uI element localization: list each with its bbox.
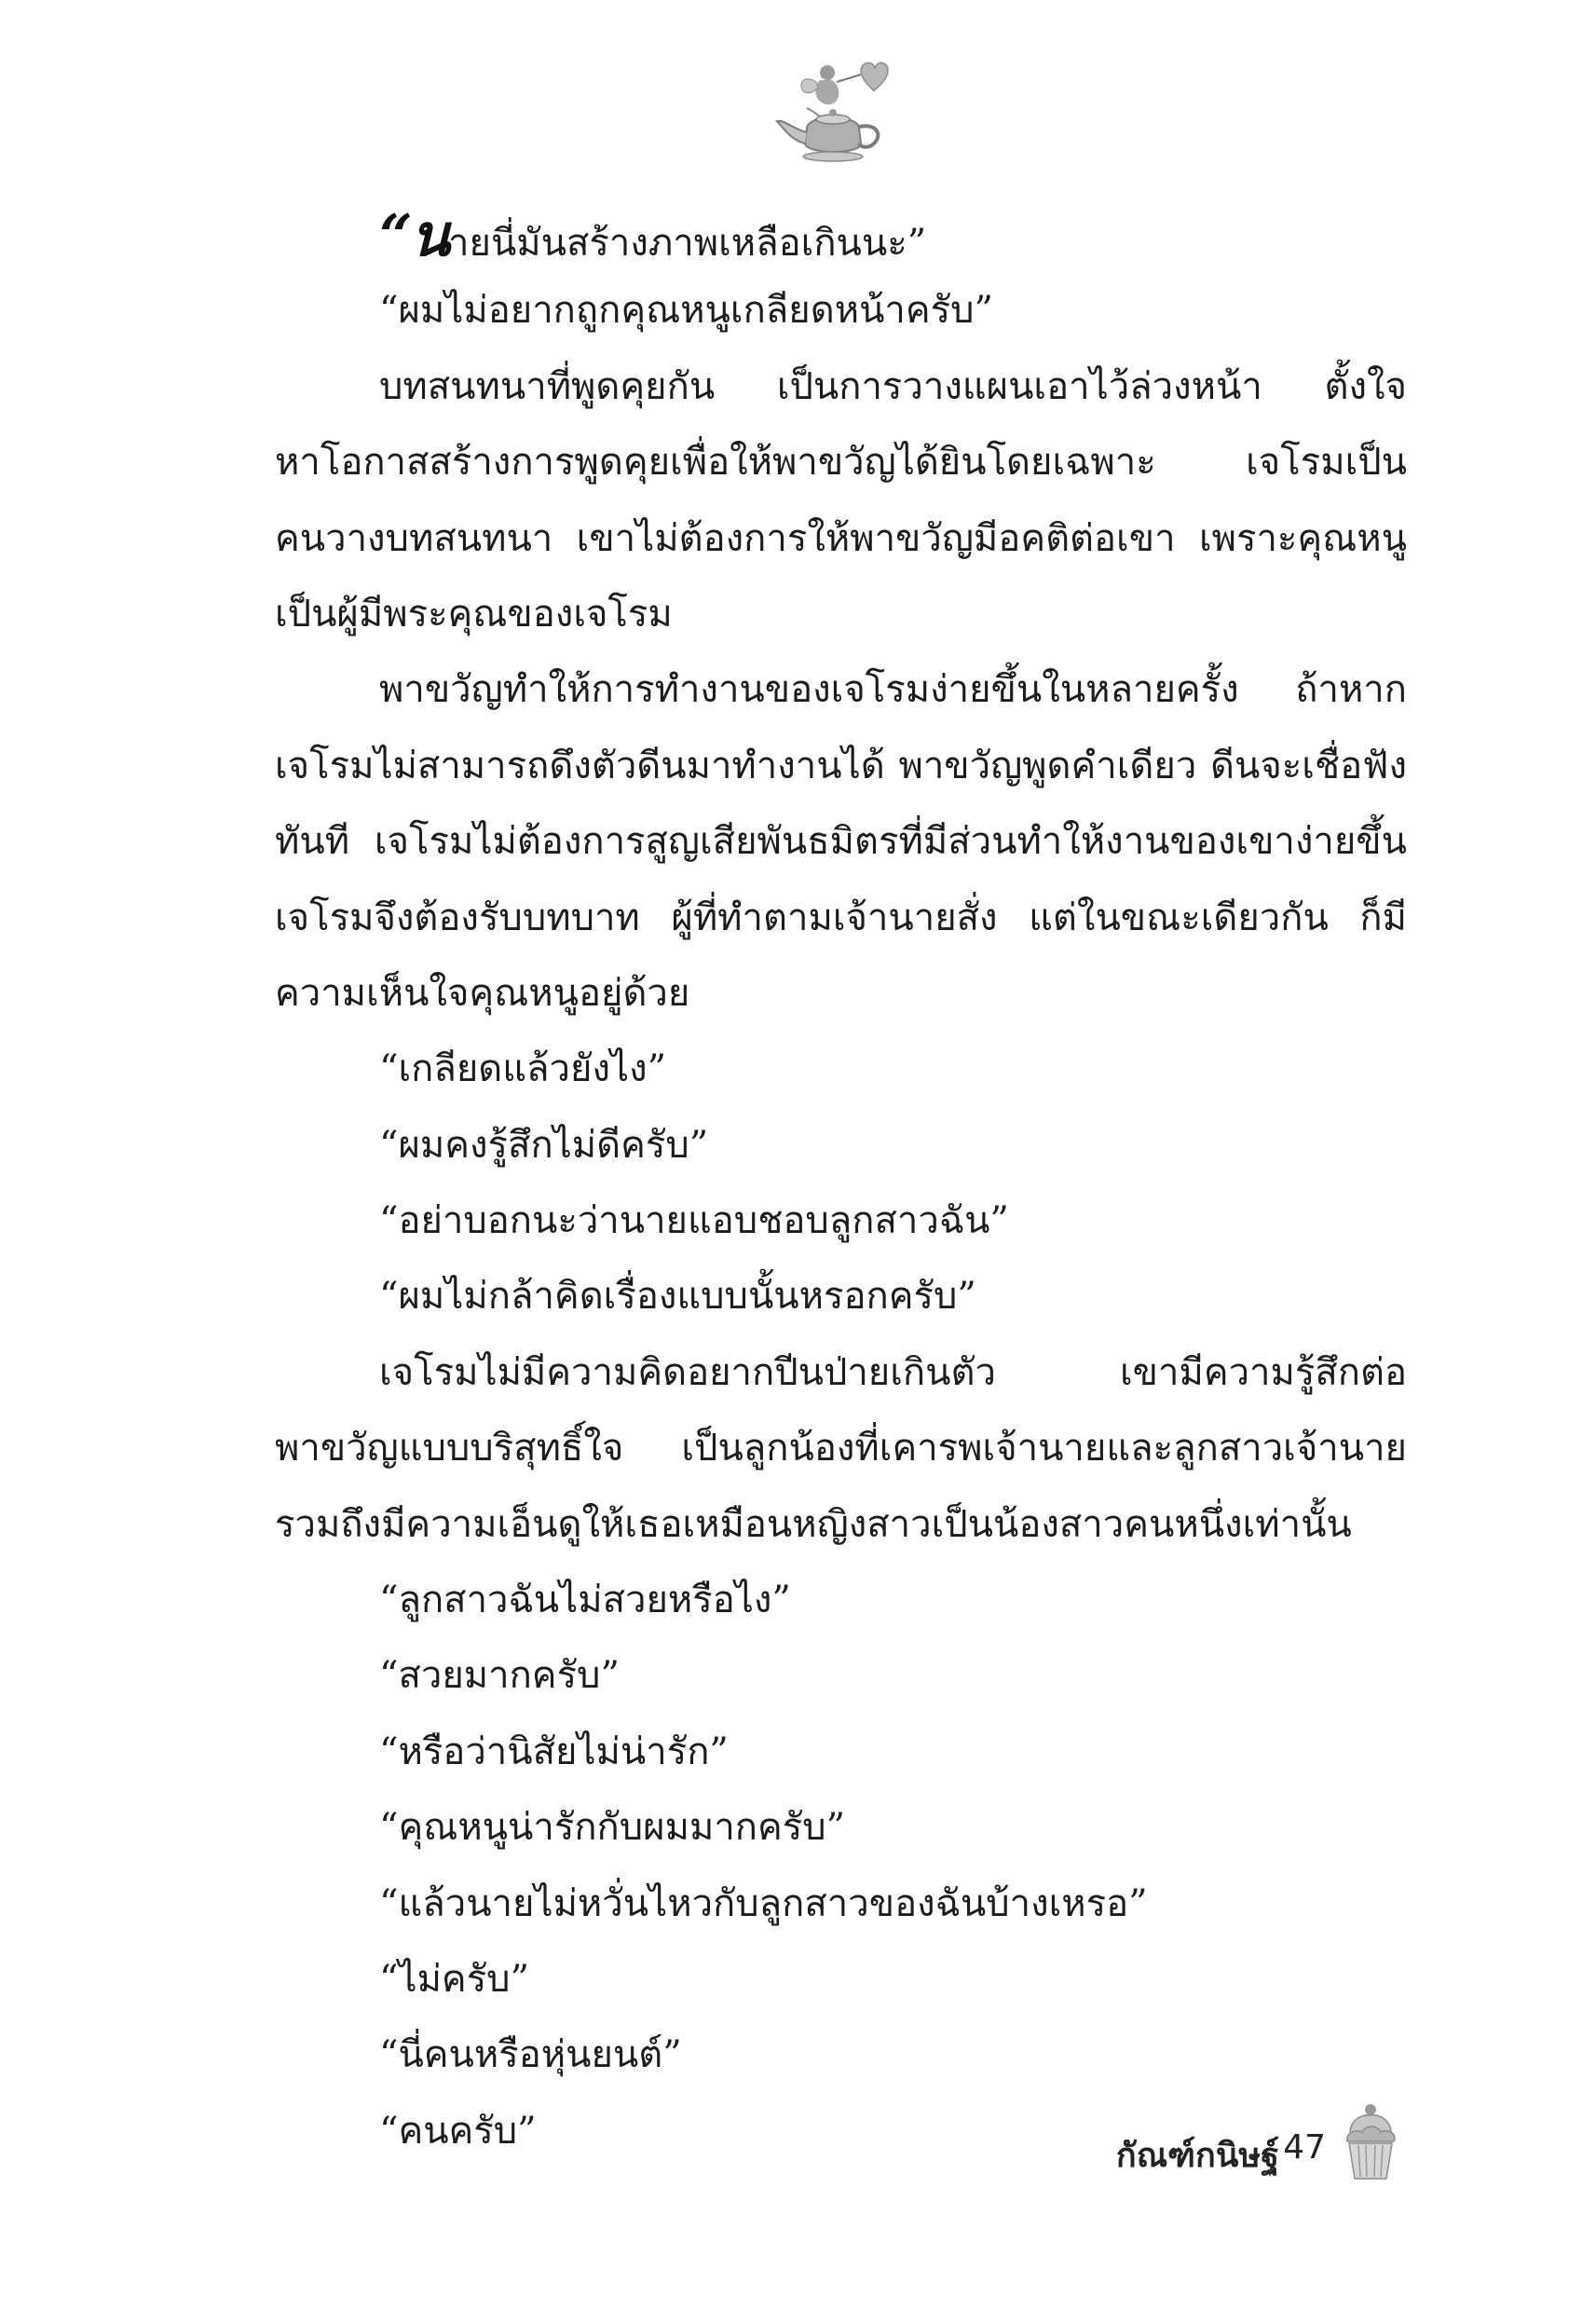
text-line: รวมถึงมีความเอ็นดูให้เธอเหมือนหญิงสาวเป็นน้องสาวคนหนึ่งเท่านั้น: [275, 1502, 1352, 1546]
page-number: 47: [1283, 2128, 1326, 2167]
text-line: คนวางบทสนทนา เขาไม่ต้องการให้พาขวัญมีอคติต่อเขา เพราะคุณหนู: [275, 516, 1407, 560]
drop-cap: “น: [379, 201, 449, 269]
first-paragraph-line: [275, 198, 1407, 273]
text-line: เจโรมไม่มีความคิดอยากปีนป่ายเกินตัว เขามีความรู้สึกต่อ: [379, 1350, 1407, 1394]
text-line: หาโอกาสสร้างการพูดคุยเพื่อให้พาขวัญได้ยินโดยเฉพาะ เจโรมเป็น: [275, 441, 1407, 485]
text-line: “ผมคงรู้สึกไม่ดีครับ”: [379, 1123, 709, 1167]
text-line: “ลูกสาวฉันไม่สวยหรือไง”: [379, 1579, 791, 1622]
text-line: “ผมไม่กล้าคิดเรื่องแบบนั้นหรอกครับ”: [379, 1275, 976, 1319]
body-lines: [275, 273, 1407, 2169]
teapot-with-cupid-icon: [770, 54, 900, 166]
text-line: “สวยมากครับ”: [379, 1654, 620, 1698]
text-line: บทสนทนาที่พูดคุยกัน เป็นการวางแผนเอาไว้ล่วงหน้า ตั้งใจ: [379, 364, 1407, 408]
text-line: “เกลียดแล้วยังไง”: [379, 1047, 667, 1091]
text-line: “นี่คนหรือหุ่นยนต์”: [379, 2033, 682, 2077]
text-line: “ไม่ครับ”: [379, 1957, 530, 2001]
text-line: “อย่าบอกนะว่านายแอบชอบลูกสาวฉัน”: [379, 1199, 1009, 1243]
text-line: “คนครับ”: [379, 2109, 537, 2153]
running-footer-title: กัณฑ์กนิษฐ์: [1115, 2137, 1279, 2175]
text-line: เจโรมไม่สามารถดึงตัวดีนมาทำงานได้ พาขวัญพูดคำเดียว ดีนจะเชื่อฟัง: [275, 744, 1407, 787]
text-line: “ผมไม่อยากถูกคุณหนูเกลียดหน้าครับ”: [379, 289, 993, 333]
main-text: [275, 198, 1407, 2169]
text-line: เจโรมจึงต้องรับบทบาท ผู้ที่ทำตามเจ้านายสั่ง แต่ในขณะเดียวกัน ก็มี: [275, 896, 1407, 939]
text-line: เป็นผู้มีพระคุณของเจโรม: [275, 592, 673, 636]
first-line-text: ายนี่มันสร้างภาพเหลือเกินนะ”: [448, 222, 927, 265]
text-line: “คุณหนูน่ารักกับผมมากครับ”: [379, 1806, 846, 1850]
text-line: “หรือว่านิสัยไม่น่ารัก”: [379, 1730, 729, 1773]
text-line: ความเห็นใจคุณหนูอยู่ด้วย: [275, 971, 690, 1015]
cupcake-icon: [1340, 2100, 1401, 2184]
text-line: พาขวัญแบบบริสุทธิ์ใจ เป็นลูกน้องที่เคารพเจ้านายและลูกสาวเจ้านาย: [275, 1427, 1407, 1470]
text-line: “แล้วนายไม่หวั่นไหวกับลูกสาวของฉันบ้างเหรอ”: [379, 1881, 1148, 1925]
text-line: ทันที เจโรมไม่ต้องการสูญเสียพันธมิตรที่มีส่วนทำให้งานของเขาง่ายขึ้น: [275, 820, 1407, 864]
text-line: พาขวัญทำให้การทำงานของเจโรมง่ายขึ้นในหลายครั้ง ถ้าหาก: [379, 668, 1407, 712]
